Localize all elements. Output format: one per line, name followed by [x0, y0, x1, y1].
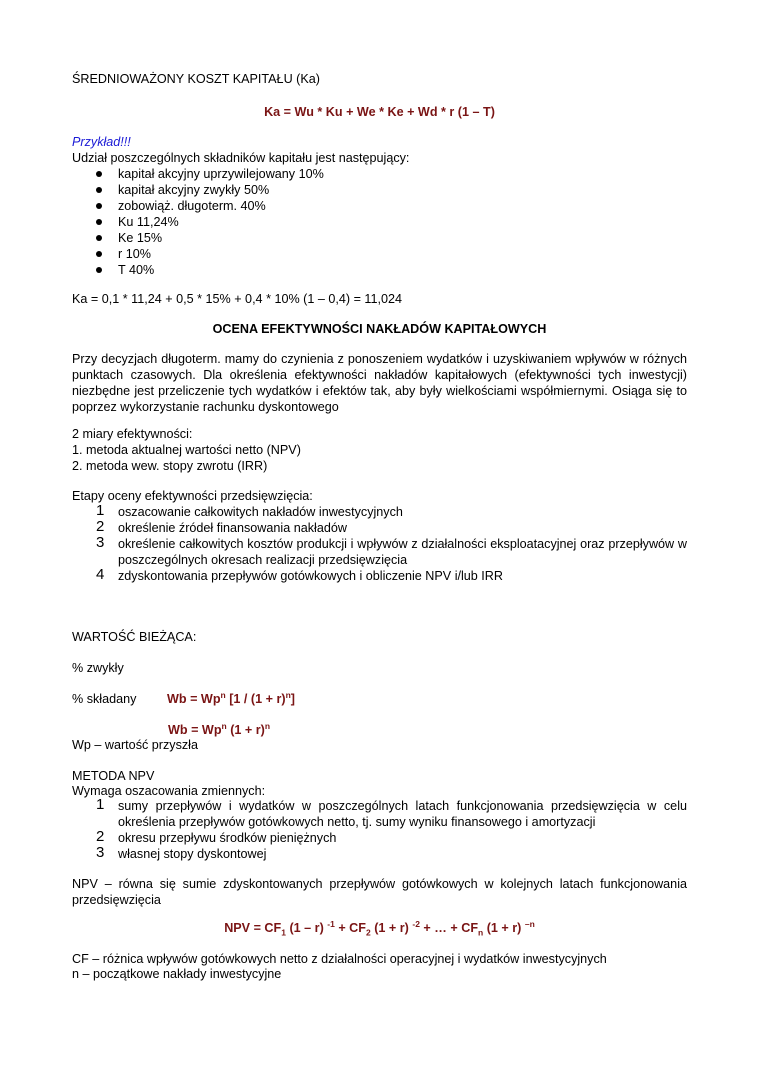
bullet-icon — [96, 251, 102, 257]
wacc-formula: Ka = Wu * Ku + We * Ke + Wd * r (1 – T) — [264, 105, 495, 119]
present-value-formula-1: $Wb = Wp^n$ $[1 / (1 + r)^n]$ — [167, 689, 295, 706]
example-label: Przykład!!! — [72, 135, 131, 149]
bullet-icon — [96, 267, 102, 273]
npv-method-intro: Wymaga oszacowania zmiennych: — [72, 784, 266, 798]
measure-npv: 1. metoda aktualnej wartości netto (NPV) — [72, 443, 301, 457]
list-item: 1 sumy przepływów i wydatków w poszczególnych latach funkcjonowania przedsięwzięcia w celu określenia przepływów gotówkowych netto, tj. sumy wyniku finansowego i amortyzacji — [96, 796, 687, 829]
efficiency-heading: OCENA EFEKTYWNOŚCI NAKŁADÓW KAPITAŁOWYCH — [212, 322, 547, 336]
capital-components-list — [96, 166, 324, 278]
example-intro: Udział poszczególnych składników kapitału jest następujący: — [72, 151, 410, 165]
wacc-calculation: Ka = 0,1 * 11,24 + 0,5 * 15% + 0,4 * 10% (1 – 0,4) = 11,024 — [72, 292, 403, 306]
future-value-definition: Wp – wartość przyszła — [72, 738, 198, 752]
list-item: 4 zdyskontowania przepływów gotówkowych i obliczenie NPV i/lub IRR — [96, 566, 503, 583]
npv-formula: NPV = $CF_1$ (1 – r) $^{-1} + CF_2$ (1 + r) $^{-2}$ + … + $CF_n$ (1 + r) $^{-n}$ — [224, 918, 535, 938]
cf-definition: CF – różnica wpływów gotówkowych netto z działalności operacyjnej i wydatków inwestycyjnych — [72, 952, 607, 966]
list-item: Ke 15% — [96, 230, 324, 246]
list-item: 2 okresu przepływu środków pieniężnych — [96, 828, 337, 845]
list-item: 1 oszacowanie całkowitych nakładów inwestycyjnych — [96, 502, 403, 519]
present-value-title: WARTOŚĆ BIEŻĄCA: — [72, 630, 197, 644]
list-item: 3 własnej stopy dyskontowej — [96, 844, 267, 861]
bullet-icon — [96, 203, 102, 209]
list-item: kapitał akcyjny uprzywilejowany 10% — [96, 166, 324, 182]
efficiency-paragraph: Przy decyzjach długoterm. mamy do czynienia z ponoszeniem wydatków i uzyskiwaniem wpływów w różnych punktach czasowych. Dla określenia efektywności nakładów kapitałowych (efektywności tych inwestycji) niezbędne jest przeliczenie tych wydatków i efektów tak, aby były wielkościami współmiernymi. Osiąga się to poprzez wykorzystanie rachunku dyskontowego — [72, 352, 687, 414]
list-item: r 10% — [96, 246, 324, 262]
list-item: zobowiąż. długoterm. 40% — [96, 198, 324, 214]
bullet-icon — [96, 187, 102, 193]
npv-description: NPV – równa się sumie zdyskontowanych przepływów gotówkowych w kolejnych latach funkcjonowania przedsięwzięcia — [72, 877, 687, 907]
simple-interest-label: % zwykły — [72, 661, 124, 675]
present-value-formula-2: $Wb = Wp^n$ $(1 + r)^n$ — [168, 720, 271, 737]
list-item: 2 określenie źródeł finansowania nakładów — [96, 518, 347, 535]
n-definition: n – początkowe nakłady inwestycyjne — [72, 967, 282, 981]
npv-variables-list — [96, 798, 687, 862]
list-item: T 40% — [96, 262, 324, 278]
bullet-icon — [96, 171, 102, 177]
npv-method-title: METODA NPV — [72, 769, 155, 783]
stages-title: Etapy oceny efektywności przedsięwzięcia: — [72, 489, 313, 503]
bullet-icon — [96, 235, 102, 241]
stages-list — [96, 504, 687, 584]
compound-interest-label: % składany — [72, 692, 137, 706]
list-item: kapitał akcyjny zwykły 50% — [96, 182, 324, 198]
wacc-title: ŚREDNIOWAŻONY KOSZT KAPITAŁU (Ka) — [72, 72, 320, 86]
measure-irr: 2. metoda wew. stopy zwrotu (IRR) — [72, 459, 268, 473]
list-item: Ku 11,24% — [96, 214, 324, 230]
bullet-icon — [96, 219, 102, 225]
list-item: 3 określenie całkowitych kosztów produkcji i wpływów z działalności eksploatacyjnej oraz przepływów w poszczególnych okresach realizacji przedsięwzięcia — [96, 534, 687, 567]
measures-title: 2 miary efektywności: — [72, 427, 193, 441]
